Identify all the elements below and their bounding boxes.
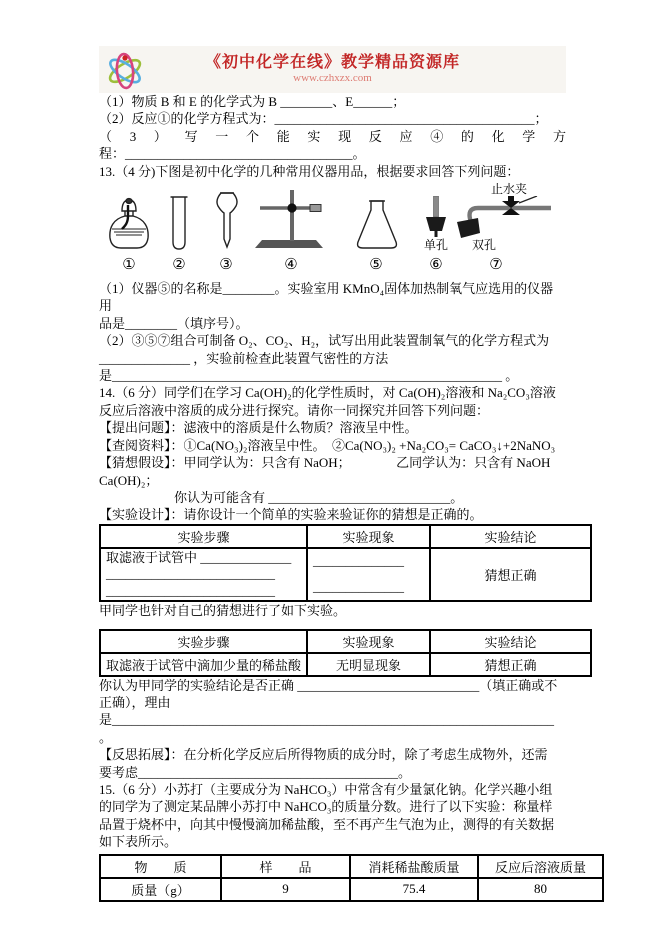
col-header-conclusion: 实验结论 [430,630,591,653]
question-13-stem: 13.（4 分)下图是初中化学的几种常用仪器用品，根据要求回答下列问题： [99,163,520,179]
text-line: 你认为可能含有 ____________________________。 [174,489,464,505]
site-title: 《初中化学在线》教学精品资源库 [204,54,460,71]
text-line: 你认为甲同学的实验结论是否正确 ____________________________（填正确或不 [99,677,558,693]
text-line: 是____________________________________________________________ 。 [99,368,519,384]
col-header-conclusion: 实验结论 [430,525,591,548]
double-hole-label: 双孔 [471,238,496,253]
question-15-block [99,781,566,851]
question-12-block [99,93,566,180]
experiment-table-2 [99,629,592,677]
text-line: （1）物质 B 和 E 的化学式为 B ________、E______； [99,94,406,109]
solution-mass-cell: 80 [478,878,603,901]
text-line: 是____________________________________________________________________ [99,712,554,728]
col-header-phenomena: 实验现象 [307,630,430,653]
single-hole-label: 单孔 [423,238,448,253]
reflection-block [99,746,566,781]
sample-mass-cell: 9 [221,878,350,901]
data-table [99,854,604,902]
text-line: （1）仪器⑤的名称是________。实验室用 KMnO₄固体加热制氧气应选用的仪器用 [99,281,554,314]
text-line: 如下表所示。 [99,834,178,850]
apparatus-number-1: ① [122,257,136,274]
question-13-block [99,280,566,384]
table-row [100,878,603,901]
alcohol-lamp-icon [105,196,153,256]
obs-blank-line: ______________ [313,553,404,569]
content-column [99,46,586,902]
table-header-row [100,525,591,548]
text-line: 【提出问题】：滤液中的溶质是什么物质？溶液呈中性。 [99,420,418,436]
text-line: 【猜想假设】：甲同学认为：只含有 NaOH； 乙同学认为：只含有 NaOH [99,455,551,471]
table-header-row [100,630,591,653]
step-blank-line: __________________________ [106,582,275,598]
conclusion-cell: 猜想正确 [430,653,591,676]
col-header-hcl-consumed: 消耗稀盐酸质量 [350,855,478,878]
apparatus-figure [99,180,566,280]
text-line: 要考虑________________________________________。 [99,764,412,780]
long-neck-funnel-icon [212,190,242,252]
apparatus-number-6: ⑥ [429,257,443,274]
text-line: 反应后溶液中溶质的成分进行探究。请你一同探究并回答下列问题： [99,402,490,418]
step-blank-line: __________________________ [106,566,275,582]
col-header-sample: 样 品 [221,855,350,878]
text-line: 14.（6 分）同学们在学习 Ca(OH)₂的化学性质时，对 Ca(OH)₂溶液和 Na₂CO₃溶液 [99,385,556,401]
text-line: （3）写一个能实现反应④的化学方 [99,128,566,144]
text-line: 【反思拓展】：在分析化学反应后所得物质的成分时，除了考虑生成物外，还需 [99,747,548,763]
text-line: 品是________（填序号）。 [99,315,249,331]
apparatus-number-4: ④ [284,257,298,274]
test-tube-icon [169,194,189,252]
table-header-row [100,855,603,878]
text-line: 【查阅资料】：①Ca(NO₃)₂溶液呈中性。 ②Ca(NO₃)₂ +Na₂CO₃= CaCO₃↓+2NaNO₃ [99,437,556,453]
text-line: 15.（6 分）小苏打（主要成分为 NaHCO₃）中常含有少量氯化钠。化学兴趣小组 [99,782,553,798]
hcl-mass-cell: 75.4 [350,878,478,901]
apparatus-number-2: ② [172,257,186,274]
atom-logo-icon [103,48,147,92]
text-line: 品置于烧杯中，向其中慢慢滴加稀盐酸，至不再产生气泡为止，测得的有关数据 [99,816,555,832]
text-line: 的同学为了测定某品牌小苏打中 NaHCO₃的质量分数。进行了以下实验：称量样 [99,799,553,815]
question-14-followup-block [99,677,566,747]
iron-stand-icon [252,188,330,252]
pinch-clamp-label: 止水夹 [491,182,528,197]
text-line: 甲同学也针对自己的猜想进行了如下实验。 [99,603,347,619]
table-row [100,548,591,602]
text-line: （2）③⑤⑦组合可制备 O₂、CO₂、H₂，试写出用此装置制氧气的化学方程式为 [99,333,550,349]
obs-blank-line: ______________ [313,578,404,594]
text-line: 【实验设计】：请你设计一个简单的实验来验证你的猜想是正确的。 [99,507,483,523]
text-line: 。 [99,729,113,745]
mass-label-cell: 质量（g） [100,878,221,901]
site-url-link[interactable]: www.czhxzx.com [293,72,372,84]
text-line: 程：___________________________________。 [99,146,366,162]
double-hole-stopper-icon [451,196,566,240]
conclusion-cell: 猜想正确 [430,548,591,602]
question-14-block [99,384,566,523]
obs-cell: 无明显现象 [307,653,430,676]
col-header-phenomena: 实验现象 [307,525,430,548]
erlenmeyer-flask-icon [354,198,400,252]
text-line: （2）反应①的化学方程式为：________________________________________； [99,111,548,127]
col-header-substance: 物 质 [100,855,221,878]
col-header-steps: 实验步骤 [100,630,307,653]
table-row [100,653,591,676]
col-header-solution-after: 反应后溶液质量 [478,855,603,878]
text-line: Ca(OH)₂； [99,472,159,488]
col-header-steps: 实验步骤 [100,525,307,548]
single-hole-stopper-icon [421,196,451,238]
header-titles [99,46,566,93]
apparatus-number-3: ③ [219,257,233,274]
text-line: ______________ ，实验前检查此装置气密性的方法 [99,350,389,366]
step-cell: 取滤液于试管中滴加少量的稀盐酸 [100,653,307,676]
site-header [99,46,566,93]
apparatus-number-7: ⑦ [489,257,503,274]
step-blank-line: 取滤液于试管中 ______________ [106,549,292,565]
text-line: 正确），理由 [99,695,171,711]
experiment-table-1 [99,524,592,603]
apparatus-number-5: ⑤ [369,257,383,274]
